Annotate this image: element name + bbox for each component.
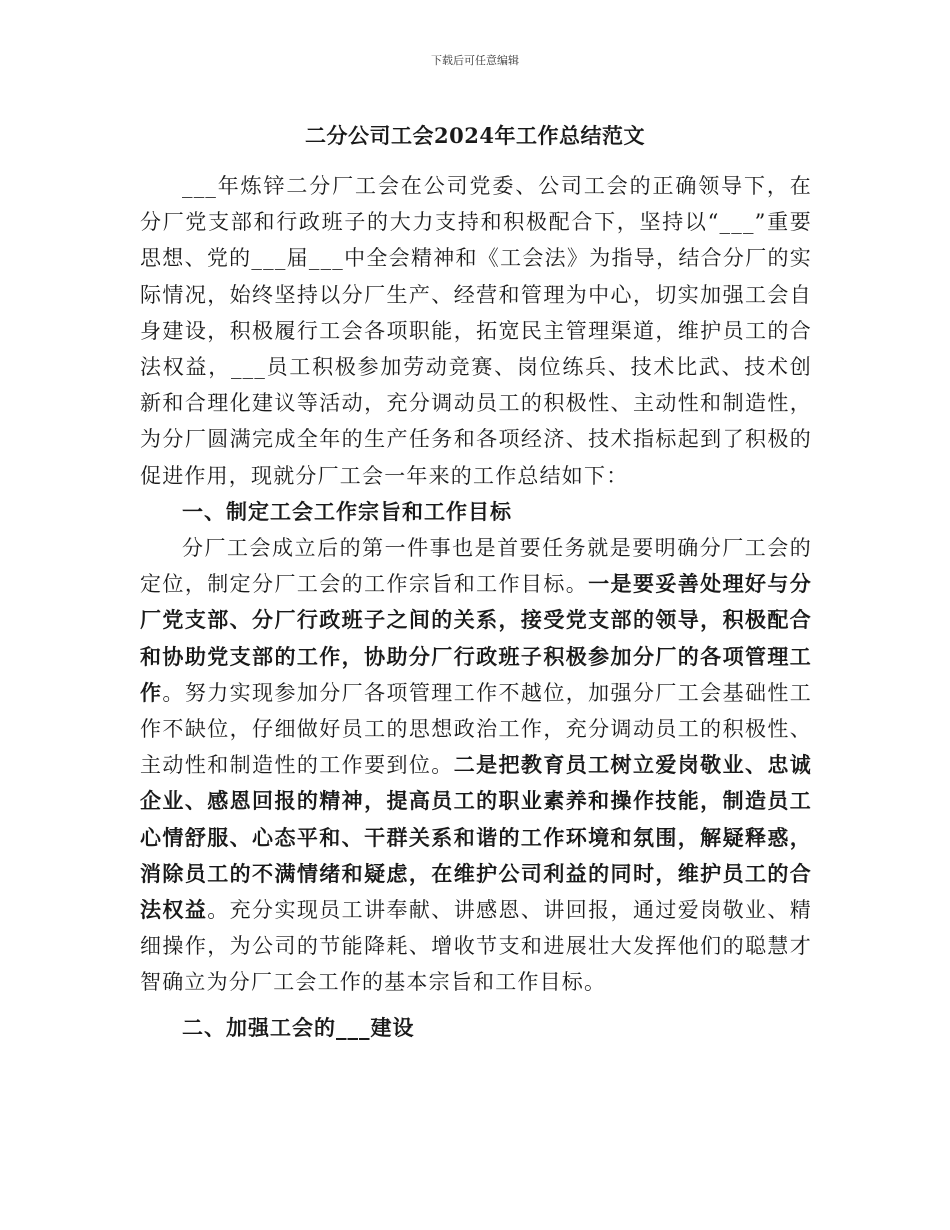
section-1-heading: 一、制定工会工作宗旨和工作目标	[182, 498, 512, 524]
section-1-bold-point-2: 二是把教育员工树立爱岗敬业、忠诚企业、感恩回报的精神，提高员工的职业素养和操作技能，制造员工心情舒服、心态平和、干群关系和谐的工作环境和氛围，解疑释惑，消除员工的不满情绪和疑虑，在维护公司利益的同时，维护员工的合法权益	[140, 752, 812, 923]
section-1-text-start: 分厂工会成立后的第一件事也是首要任务就是要明确分厂工会的定位，制定分厂工会的工作宗旨和工作目标。	[140, 536, 812, 597]
intro-paragraph: ___年炼锌二分厂工会在公司党委、公司工会的正确领导下，在分厂党支部和行政班子的大力支持和积极配合下，坚持以“___”重要思想、党的___届___中全会精神和《工会法》为指导，结合分厂的实际情况，始终坚持以分厂生产、经营和管理为中心，切实加强工会自身建设，积极履行工会各项职能，拓宽民主管理渠道，维护员工的合法权益，___员工积极参加劳动竞赛、岗位练兵、技术比武、技术创新和合理化建议等活动，充分调动员工的积极性、主动性和制造性，为分厂圆满完成全年的生产任务和各项经济、技术指标起到了积极的促进作用，现就分厂工会一年来的工作总结如下：	[140, 174, 812, 488]
page-header: 下载后可任意编辑	[431, 54, 519, 67]
section-1-bold-point-1: 一是要妥善处理好与分厂党支部、分厂行政班子之间的关系，接受党支部的领导，积极配合和协助党支部的工作，协助分厂行政班子积极参加分厂的各项管理工作	[140, 571, 813, 705]
document-body	[140, 168, 812, 1046]
section-1-paragraph	[140, 530, 812, 1001]
section-1-text-mid: 。努力实现参加分厂各项管理工作不越位，加强分厂工会基础性工作不缺位，仔细做好员工的思想政治工作，充分调动员工的积极性、主动性和制造性的工作要到位。	[140, 680, 812, 778]
section-1-text-end: 。充分实现员工讲奉献、讲感恩、讲回报，通过爱岗敬业、精细操作，为公司的节能降耗、增收节支和进展壮大发挥他们的聪慧才智确立为分厂工会工作的基本宗旨和工作目标。	[140, 898, 812, 995]
section-2-heading: 二、加强工会的___建设	[182, 1014, 415, 1040]
document-title: 二分公司工会2024年工作总结范文	[305, 123, 645, 148]
